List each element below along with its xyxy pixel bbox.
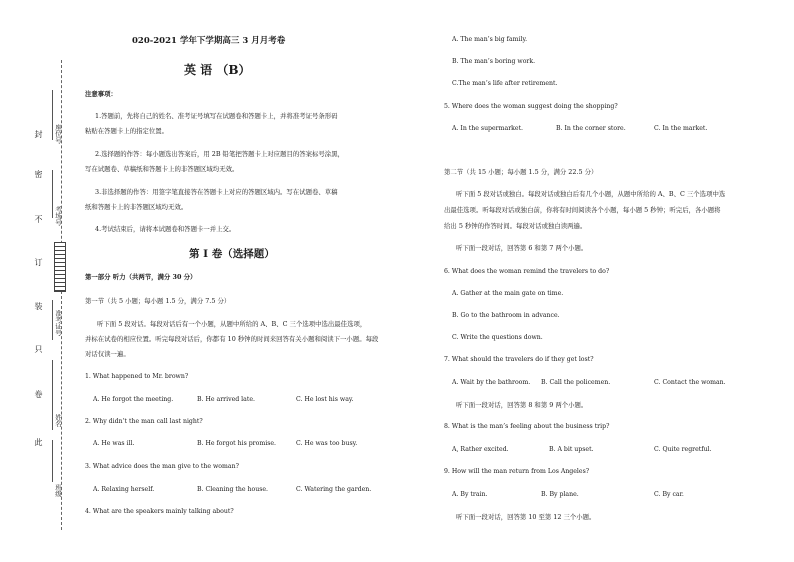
option-c: C. He was too busy. bbox=[296, 440, 358, 447]
option-b: B. A bit upset. bbox=[549, 446, 594, 453]
option-c: C. Write the questions down. bbox=[452, 334, 543, 341]
seal-char: 不 bbox=[34, 215, 43, 224]
instruction-line: 听下面 5 段对话或独白。每段对话或独白后有几个小题，从题中所给的 A、B、C 三个选项中选 bbox=[456, 190, 726, 198]
field-line bbox=[52, 90, 53, 140]
option-b: B. Call the policemen. bbox=[541, 379, 611, 386]
instruction-line: 给出 5 秒钟的作答时间。每段对话或独白读两遍。 bbox=[444, 222, 587, 230]
option-b: B. By plane. bbox=[541, 491, 579, 498]
part1-heading: 第一部分 听力（共两节，满分 30 分） bbox=[85, 273, 197, 281]
option-b: B. Cleaning the house. bbox=[197, 486, 269, 493]
option-c: C.The man’s life after retirement. bbox=[452, 80, 558, 87]
option-a: A, Rather excited. bbox=[452, 446, 509, 453]
question-3: 3. What advice does the man give to the woman? bbox=[85, 463, 239, 470]
subject-title: 英 语 （B） bbox=[184, 63, 251, 77]
name-label: 姓名 bbox=[54, 414, 62, 427]
number-grid-box bbox=[54, 242, 66, 292]
instruction-line: 出最佳选项。听每段对话或独白前，你将有时间阅读各个小题，每小题 5 秒钟；听完后，各小题将 bbox=[444, 206, 721, 214]
question-2: 2. Why didn’t the man call last night? bbox=[85, 418, 203, 425]
question-8: 8. What is the man’s feeling about the business trip? bbox=[444, 423, 610, 430]
seat-number-label: 座位号 bbox=[54, 124, 62, 144]
seal-char: 卷 bbox=[34, 390, 43, 399]
notice-line: 粘贴在答题卡上的指定位置。 bbox=[85, 127, 169, 135]
room-number-label: 考场号 bbox=[54, 206, 62, 226]
option-c: C. He lost his way. bbox=[296, 396, 354, 403]
instruction-line: 对话仅读一遍。 bbox=[85, 350, 130, 358]
option-c: C. In the market. bbox=[654, 125, 708, 132]
listen-instruction: 听下面一段对话，回答第 8 和第 9 两个小题。 bbox=[456, 401, 588, 409]
seal-char: 只 bbox=[34, 345, 43, 354]
section2-heading: 第二节（共 15 小题；每小题 1.5 分，满分 22.5 分） bbox=[444, 168, 598, 176]
option-b: B. He arrived late. bbox=[197, 396, 255, 403]
option-c: C. Watering the garden. bbox=[296, 486, 372, 493]
notice-line: 1.答题前，先将自己的姓名、准考证号填写在试题卷和答题卡上，并将准考证号条形码 bbox=[95, 112, 338, 120]
notice-line: 3.非选择题的作答：用签字笔直接答在答题卡上对应的答题区域内。写在试题卷、草稿 bbox=[95, 188, 338, 196]
option-c: C. Contact the woman. bbox=[654, 379, 726, 386]
listen-instruction: 听下面一段对话，回答第 10 至第 12 三个小题。 bbox=[456, 513, 596, 521]
option-c: C. Quite regretful. bbox=[654, 446, 712, 453]
field-line bbox=[52, 300, 53, 340]
option-a: A. He was ill. bbox=[93, 440, 135, 447]
question-4: 4. What are the speakers mainly talking about? bbox=[85, 508, 234, 515]
option-a: A. Gather at the main gate on time. bbox=[452, 290, 564, 297]
option-a: A. Relaxing herself. bbox=[93, 486, 155, 493]
seal-char: 订 bbox=[34, 258, 43, 267]
section1-heading: 第一节（共 5 小题；每小题 1.5 分，满分 7.5 分） bbox=[85, 297, 231, 305]
option-a: A. He forgot the meeting. bbox=[93, 396, 174, 403]
option-b: B. He forgot his promise. bbox=[197, 440, 277, 447]
ticket-number-label: 准考证号 bbox=[54, 310, 62, 336]
field-line bbox=[52, 170, 53, 218]
option-a: A. The man’s big family. bbox=[452, 36, 528, 43]
option-c: C. By car. bbox=[654, 491, 684, 498]
instruction-line: 听下面 5 段对话。每段对话后有一个小题，从题中所给的 A、B、C 三个选项中选出最佳选项， bbox=[97, 320, 367, 328]
option-b: B. In the corner store. bbox=[556, 125, 626, 132]
notice-line: 4.考试结束后，请将本试题卷和答题卡一并上交。 bbox=[95, 225, 236, 233]
question-5: 5. Where does the woman suggest doing the shopping? bbox=[444, 103, 618, 110]
class-label: 班级 bbox=[54, 484, 62, 497]
notice-line: 2.选择题的作答：每小题选出答案后，用 2B 铅笔把答题卡上对应题目的答案标号涂黑， bbox=[95, 150, 344, 158]
field-line bbox=[52, 440, 53, 482]
field-line bbox=[52, 360, 53, 430]
question-9: 9. How will the man return from Los Angeles? bbox=[444, 468, 590, 475]
option-a: A. By train. bbox=[452, 491, 488, 498]
volume-title: 第 I 卷（选择题） bbox=[189, 248, 275, 260]
seal-char: 密 bbox=[34, 170, 43, 179]
listen-instruction: 听下面一段对话，回答第 6 和第 7 两个小题。 bbox=[456, 244, 588, 252]
instruction-line: 并标在试卷的相应位置。听完每段对话后，你都有 10 秒钟的时间来回答有关小题和阅读下一小题。每段 bbox=[85, 335, 379, 343]
notice-line: 纸和答题卡上的非答题区域均无效。 bbox=[85, 203, 188, 211]
notice-heading: 注意事项： bbox=[85, 90, 117, 98]
question-6: 6. What does the woman remind the travelers to do? bbox=[444, 268, 610, 275]
seal-char: 装 bbox=[34, 302, 43, 311]
exam-title: 020-2021 学年下学期高三 3 月月考卷 bbox=[132, 36, 286, 46]
seal-char: 此 bbox=[34, 438, 43, 447]
option-b: B. The man’s boring work. bbox=[452, 58, 536, 65]
option-b: B. Go to the bathroom in advance. bbox=[452, 312, 560, 319]
seal-char: 封 bbox=[34, 130, 43, 139]
option-a: A. Wait by the bathroom. bbox=[452, 379, 531, 386]
option-a: A. In the supermarket. bbox=[452, 125, 524, 132]
question-7: 7. What should the travelers do if they get lost? bbox=[444, 356, 594, 363]
notice-line: 写在试题卷、草稿纸和答题卡上的非答题区域均无效。 bbox=[85, 165, 239, 173]
question-1: 1. What happened to Mr. brown? bbox=[85, 373, 189, 380]
